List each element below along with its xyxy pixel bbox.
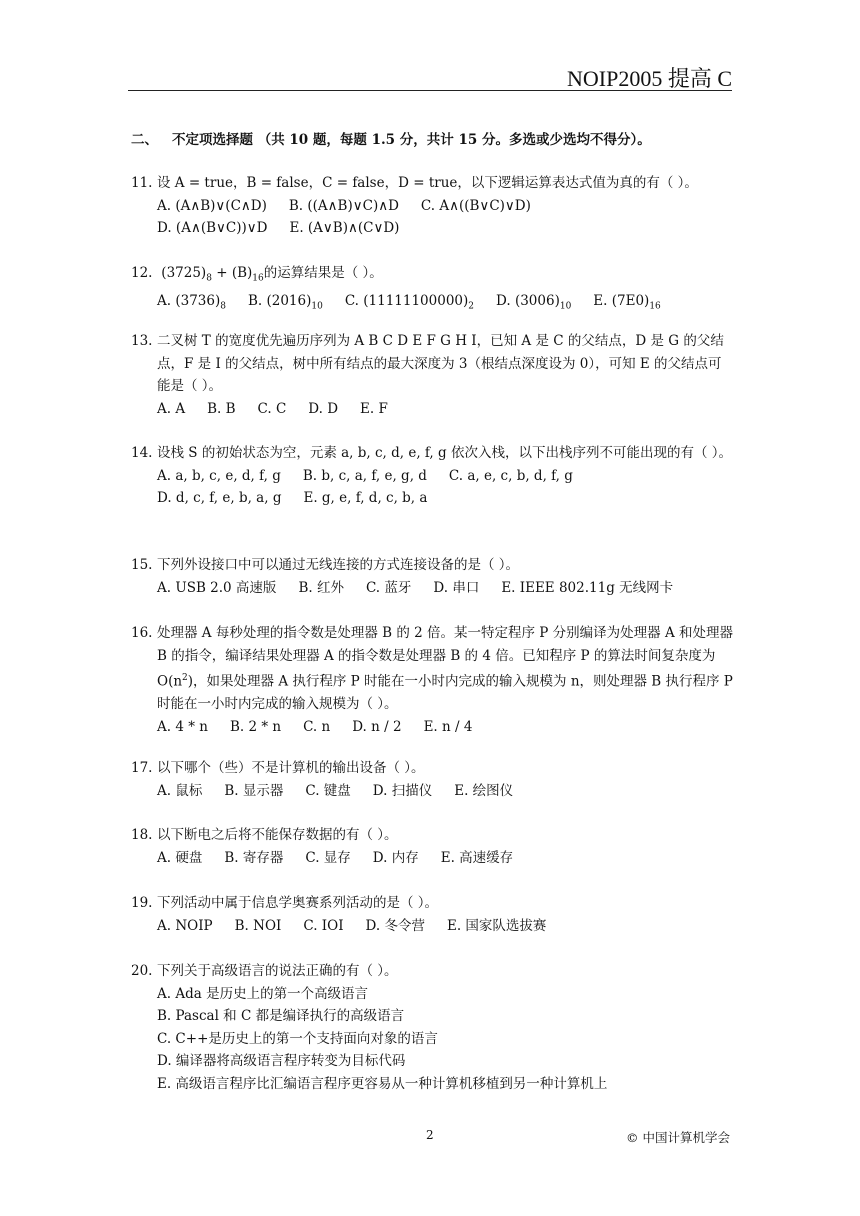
question-number: 14.	[131, 445, 153, 461]
option-b: B. ((A∧B)∨C)∧D	[288, 197, 399, 214]
question-text: 下列外设接口中可以通过无线连接的方式连接设备的是（ ）。	[157, 557, 520, 573]
option-a: A. $(3736)_8$	[157, 293, 226, 312]
question-number: 12.	[131, 265, 153, 281]
question-17	[131, 757, 733, 802]
options-row	[157, 195, 733, 218]
option-d: D. D	[308, 400, 339, 417]
option-d: D. 冬令营	[365, 917, 425, 934]
option-d: D. d, c, f, e, b, a, g	[157, 490, 282, 506]
option-a: A. NOIP	[157, 917, 213, 934]
option-e: E. (A∨B)∧(C∨D)	[289, 220, 400, 236]
page-number: 2	[426, 1128, 434, 1142]
options-row	[157, 716, 733, 739]
option-a: A. a, b, c, e, d, f, g	[157, 467, 281, 484]
header-divider	[128, 90, 732, 91]
option-b: B. B	[207, 400, 236, 417]
option-c: C. A∧((B∨C)∨D)	[420, 197, 531, 214]
page-header-title: NOIP2005 提高 C	[566, 66, 732, 91]
question-20	[131, 960, 733, 1095]
question-12	[131, 262, 733, 318]
question-text: 设 A = true，B = false，C = false，D = true，以下逻辑运算表达式值为真的有（ ）。	[157, 175, 698, 191]
question-text: 以下哪个（些）不是计算机的输出设备（ ）。	[157, 760, 425, 776]
option-c: C. a, e, c, b, d, f, g	[448, 467, 573, 484]
option-d: D. 编译器将高级语言程序转变为目标代码	[157, 1053, 406, 1069]
copyright-notice: © 中国计算机学会	[626, 1130, 730, 1145]
option-a: A. Ada 是历史上的第一个高级语言	[157, 985, 369, 1002]
option-c: C. 显存	[305, 849, 351, 866]
option-e: E. 国家队选拔赛	[446, 917, 547, 934]
question-number: 13.	[131, 333, 153, 349]
question-15	[131, 554, 733, 599]
question-number: 19.	[131, 895, 153, 911]
section-heading	[131, 128, 651, 148]
options-row	[157, 487, 733, 510]
question-text: 二叉树 T 的宽度优先遍历序列为 A B C D E F G H I，已知 A 是 C 的父结点，D 是 G 的父结点，F 是 I 的父结点，树中所有结点的最大深度为 3（根结点深度设为 0），可知 E 的父结点可能是（ ）。	[157, 333, 724, 394]
option-e: E. IEEE 802.11g 无线网卡	[501, 579, 674, 596]
option-e: E. n / 4	[423, 718, 473, 735]
question-number: 11.	[131, 175, 153, 191]
option-e: E. g, e, f, d, c, b, a	[303, 490, 428, 506]
options-row	[157, 465, 733, 488]
option-d: D. 扫描仪	[372, 782, 433, 799]
option-a: A. 4 * n	[157, 718, 208, 735]
question-14	[131, 442, 733, 510]
option-c: C. C++是历史上的第一个支持面向对象的语言	[157, 1030, 438, 1047]
options-row	[157, 217, 733, 240]
option-e: E. 高速缓存	[440, 849, 514, 866]
section-title: 不定项选择题 （共 10 题，每题 1.5 分，共计 15 分。多选或少选均不得分）。	[172, 132, 651, 148]
section-number: 二、	[131, 132, 158, 148]
question-18	[131, 824, 733, 869]
option-b: B. 寄存器	[224, 849, 284, 866]
question-number: 16.	[131, 625, 153, 641]
question-number: 18.	[131, 827, 153, 843]
options-row	[157, 915, 733, 938]
option-c: C. 蓝牙	[365, 579, 412, 596]
options-row	[157, 398, 733, 421]
option-a: A. A	[157, 400, 186, 417]
option-e: E. F	[360, 400, 388, 417]
options-row	[157, 577, 733, 600]
option-b: B. $(2016)_{10}$	[247, 293, 323, 312]
question-text: 处理器 A 每秒处理的指令数是处理器 B 的 2 倍。某一特定程序 P 分别编译为处理器 A 和处理器 B 的指令，编译结果处理器 A 的指令数是处理器 B 的 4 倍。已知程序 P 的算法时间复杂度为 $O(n^2)$，如果处理器 A 执行程序 P 时能在一小时内完成的输入规模为 n，则处理器 B 执行程序 P 时能在一小时内完成的输入规模为（ ）。	[157, 625, 734, 712]
option-d: D. n / 2	[352, 718, 402, 735]
option-c: C. 键盘	[305, 782, 351, 799]
option-c: C. IOI	[303, 917, 344, 934]
option-c: C. C	[257, 400, 287, 417]
question-number: 15.	[131, 557, 153, 573]
option-a: A. USB 2.0 高速版	[157, 579, 277, 596]
options-row	[157, 780, 733, 803]
option-b: B. 显示器	[224, 782, 284, 799]
option-e: E. 高级语言程序比汇编语言程序更容易从一种计算机移植到另一种计算机上	[157, 1075, 608, 1092]
option-a: A. 鼠标	[157, 782, 203, 799]
option-b: B. NOI	[234, 917, 282, 934]
question-text: 下列活动中属于信息学奥赛系列活动的是（ ）。	[157, 895, 439, 911]
option-d: D. $(3006)_{10}$	[496, 293, 572, 312]
question-11	[131, 172, 733, 240]
options-row	[157, 290, 733, 318]
option-b: B. 红外	[298, 579, 344, 596]
option-d: D. (A∧(B∨C))∨D	[157, 220, 268, 236]
option-a: A. (A∧B)∨(C∧D)	[157, 197, 267, 214]
question-16	[131, 622, 733, 738]
option-e: E. $(7E0)_{16}$	[593, 293, 661, 312]
option-d: D. 内存	[372, 849, 419, 866]
option-b: B. b, c, a, f, e, g, d	[302, 467, 427, 484]
question-number: 20.	[131, 963, 153, 979]
option-b: B. 2 * n	[229, 718, 282, 735]
option-c: C. $(11111100000)_2$	[344, 293, 475, 312]
option-c: C. n	[303, 718, 331, 735]
option-a: A. 硬盘	[157, 849, 203, 866]
question-text: 以下断电之后将不能保存数据的有（ ）。	[157, 827, 398, 843]
option-d: D. 串口	[433, 579, 480, 596]
options-row	[157, 847, 733, 870]
option-e: E. 绘图仪	[454, 782, 514, 799]
question-text: $(3725)_8 + (B)_{16}$的运算结果是（ ）。	[161, 265, 383, 284]
question-number: 17.	[131, 760, 153, 776]
question-text: 设栈 S 的初始状态为空，元素 a, b, c, d, e, f, g 依次入栈，以下出栈序列不可能出现的有（ ）。	[157, 445, 732, 461]
question-13	[131, 330, 733, 420]
question-text: 下列关于高级语言的说法正确的有（ ）。	[157, 963, 398, 979]
question-19	[131, 892, 733, 937]
option-b: B. Pascal 和 C 都是编译执行的高级语言	[157, 1008, 405, 1024]
